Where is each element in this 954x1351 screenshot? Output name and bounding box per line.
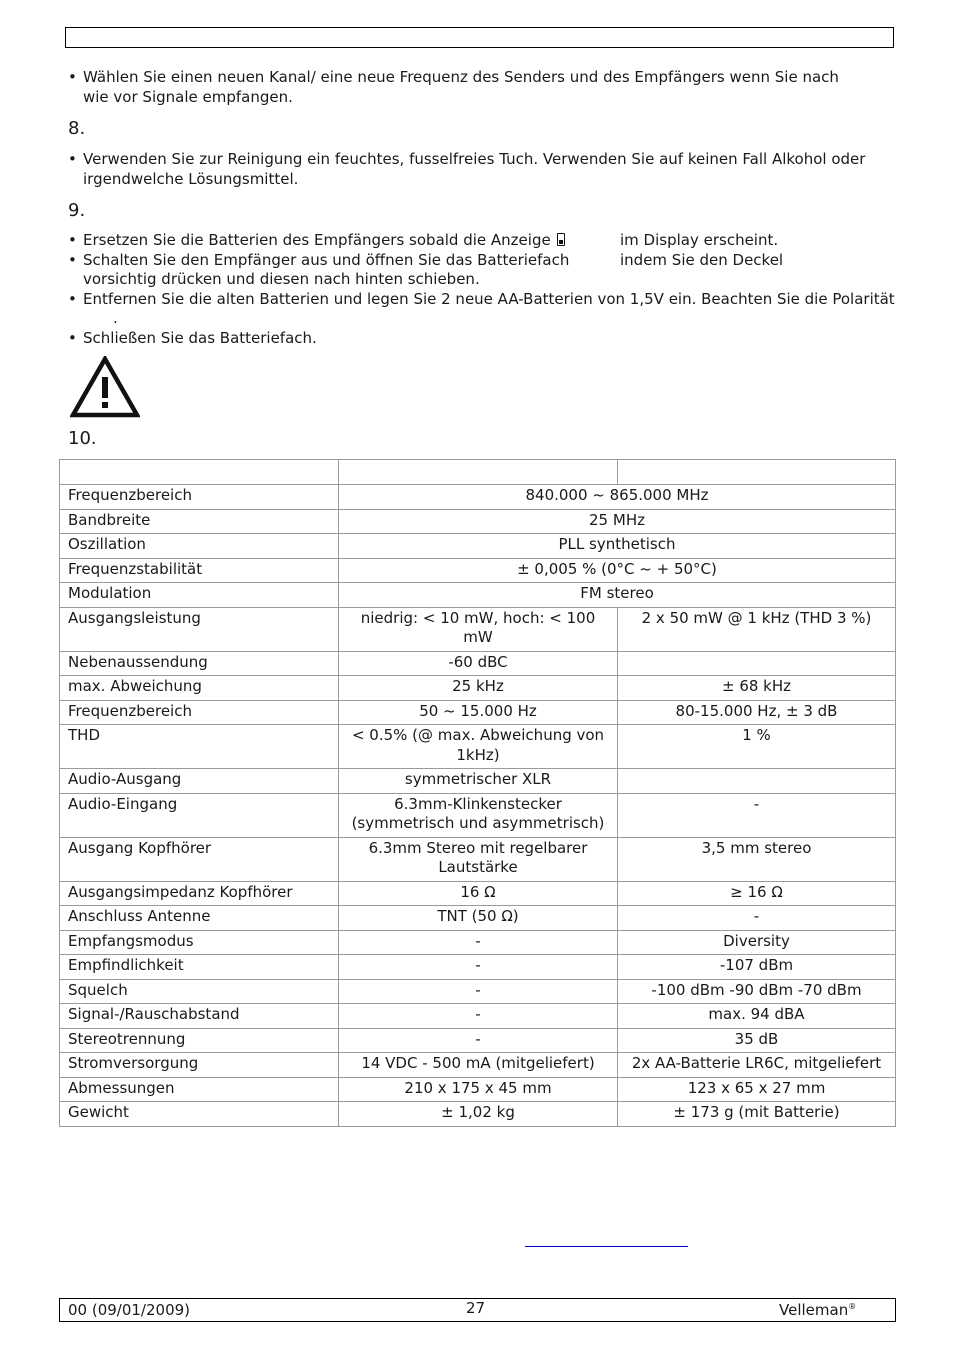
- transmitter-value-cell: 840.000 ~ 865.000 MHz: [339, 485, 896, 510]
- warning-icon: [70, 356, 140, 418]
- table-row: [60, 769, 896, 794]
- section8-list: [68, 150, 868, 189]
- list-item: [68, 251, 898, 290]
- receiver-value-cell: 3,5 mm stereo: [618, 837, 896, 881]
- receiver-value-cell: 80-15.000 Hz, ± 3 dB: [618, 700, 896, 725]
- registered-mark: ®: [848, 1302, 857, 1311]
- list-item: [68, 231, 898, 251]
- spec-label-cell: Ausgangsleistung: [60, 607, 339, 651]
- receiver-value-cell: ≥ 16 Ω: [618, 881, 896, 906]
- list-item-text: indem Sie den Deckel: [620, 250, 784, 269]
- receiver-value-cell: -100 dBm -90 dBm -70 dBm: [618, 979, 896, 1004]
- battery-icon: [557, 233, 565, 246]
- brand-name: Velleman: [779, 1301, 849, 1319]
- spec-table: [59, 459, 896, 1127]
- spec-label-cell: Anschluss Antenne: [60, 906, 339, 931]
- spec-label-cell: Frequenzstabilität: [60, 558, 339, 583]
- transmitter-value-cell: -: [339, 1004, 618, 1029]
- list-item: • Verwenden Sie zur Reinigung ein feuchtes, fusselfreies Tuch. Verwenden Sie auf keinen Fall Alkohol oder irgendwelche Lösungsmittel.: [68, 150, 868, 189]
- transmitter-value-cell: symmetrischer XLR: [339, 769, 618, 794]
- table-row: [60, 1053, 896, 1078]
- transmitter-value-cell: 50 ~ 15.000 Hz: [339, 700, 618, 725]
- spec-label-cell: Audio-Eingang: [60, 793, 339, 837]
- section-number: 8.: [68, 118, 86, 139]
- list-item: [68, 290, 898, 329]
- table-row: [60, 1102, 896, 1127]
- receiver-value-cell: -107 dBm: [618, 955, 896, 980]
- table-row: [60, 881, 896, 906]
- transmitter-value-cell: 25 MHz: [339, 509, 896, 534]
- transmitter-value-cell: -: [339, 1028, 618, 1053]
- section-number: 9.: [68, 200, 86, 221]
- spec-label-cell: Ausgang Kopfhörer: [60, 837, 339, 881]
- table-row: [60, 1004, 896, 1029]
- receiver-value-cell: [618, 651, 896, 676]
- receiver-value-cell: Diversity: [618, 930, 896, 955]
- transmitter-value-cell: 16 Ω: [339, 881, 618, 906]
- transmitter-value-cell: ± 1,02 kg: [339, 1102, 618, 1127]
- table-row: [60, 1077, 896, 1102]
- transmitter-value-cell: 6.3mm-Klinkenstecker (symmetrisch und asymmetrisch): [339, 793, 618, 837]
- table-row: [60, 485, 896, 510]
- list-item: • Schließen Sie das Batteriefach.: [68, 329, 898, 349]
- receiver-value-cell: 2 x 50 mW @ 1 kHz (THD 3 %): [618, 607, 896, 651]
- spec-label-cell: Stereotrennung: [60, 1028, 339, 1053]
- transmitter-value-cell: 14 VDC - 500 mA (mitgeliefert): [339, 1053, 618, 1078]
- table-row: [60, 725, 896, 769]
- receiver-value-cell: max. 94 dBA: [618, 1004, 896, 1029]
- link-underline[interactable]: [525, 1246, 688, 1247]
- receiver-value-cell: -: [618, 793, 896, 837]
- spec-label-cell: Empfangsmodus: [60, 930, 339, 955]
- table-row: [60, 558, 896, 583]
- transmitter-value-cell: TNT (50 Ω): [339, 906, 618, 931]
- spec-label-cell: Ausgangsimpedanz Kopfhörer: [60, 881, 339, 906]
- page-number: 27: [466, 1299, 486, 1317]
- transmitter-value-cell: -: [339, 930, 618, 955]
- spec-label-cell: Signal-/Rauschabstand: [60, 1004, 339, 1029]
- table-row: [60, 651, 896, 676]
- transmitter-value-cell: 210 x 175 x 45 mm: [339, 1077, 618, 1102]
- list-item-text: vorsichtig drücken und diesen nach hinten schieben.: [83, 270, 480, 288]
- table-row: [60, 979, 896, 1004]
- spec-label-cell: Bandbreite: [60, 509, 339, 534]
- spec-label-cell: Abmessungen: [60, 1077, 339, 1102]
- header-box: [65, 27, 894, 48]
- receiver-value-cell: [618, 769, 896, 794]
- spec-label-cell: Gewicht: [60, 1102, 339, 1127]
- spec-label-cell: max. Abweichung: [60, 676, 339, 701]
- transmitter-value-cell: niedrig: < 10 mW, hoch: < 100 mW: [339, 607, 618, 651]
- transmitter-value-cell: FM stereo: [339, 583, 896, 608]
- receiver-value-cell: ± 173 g (mit Batterie): [618, 1102, 896, 1127]
- table-row: [60, 930, 896, 955]
- table-header-row: [60, 460, 896, 485]
- spec-label-cell: Squelch: [60, 979, 339, 1004]
- spec-label-cell: Audio-Ausgang: [60, 769, 339, 794]
- spec-label-cell: Frequenzbereich: [60, 700, 339, 725]
- spec-label-cell: Stromversorgung: [60, 1053, 339, 1078]
- table-row: [60, 583, 896, 608]
- spec-label-cell: THD: [60, 725, 339, 769]
- footer-version: 00 (09/01/2009): [68, 1301, 191, 1319]
- list-item-text: im Display erscheint.: [620, 231, 779, 249]
- receiver-value-cell: 2x AA-Batterie LR6C, mitgeliefert: [618, 1053, 896, 1078]
- transmitter-value-cell: -: [339, 955, 618, 980]
- transmitter-value-cell: -60 dBC: [339, 651, 618, 676]
- transmitter-value-cell: < 0.5% (@ max. Abweichung von 1kHz): [339, 725, 618, 769]
- list-item-text: Entfernen Sie die alten Batterien und legen Sie 2 neue AA-Batterien von 1,5V ein. Beachten Sie die Polarität: [83, 289, 895, 308]
- table-row: [60, 700, 896, 725]
- transmitter-value-cell: PLL synthetisch: [339, 534, 896, 559]
- transmitter-value-cell: 6.3mm Stereo mit regelbarer Lautstärke: [339, 837, 618, 881]
- table-row: [60, 793, 896, 837]
- spec-label-cell: Frequenzbereich: [60, 485, 339, 510]
- receiver-value-cell: 35 dB: [618, 1028, 896, 1053]
- receiver-value-cell: 1 %: [618, 725, 896, 769]
- table-row: [60, 607, 896, 651]
- receiver-value-cell: ± 68 kHz: [618, 676, 896, 701]
- spec-label-cell: Empfindlichkeit: [60, 955, 339, 980]
- spec-label-cell: Oszillation: [60, 534, 339, 559]
- table-row: [60, 534, 896, 559]
- transmitter-value-cell: ± 0,005 % (0°C ~ + 50°C): [339, 558, 896, 583]
- table-row: [60, 676, 896, 701]
- receiver-value-cell: -: [618, 906, 896, 931]
- footer-brand: [779, 1301, 856, 1319]
- list-item-text: Schalten Sie den Empfänger aus und öffnen Sie das Batteriefach: [83, 250, 570, 269]
- table-row: [60, 1028, 896, 1053]
- table-row: [60, 906, 896, 931]
- table-row: [60, 509, 896, 534]
- list-item-text: Ersetzen Sie die Batterien des Empfängers sobald die Anzeige: [83, 231, 551, 249]
- transmitter-value-cell: 25 kHz: [339, 676, 618, 701]
- table-row: [60, 837, 896, 881]
- list-item: • Wählen Sie einen neuen Kanal/ eine neue Frequenz des Senders und des Empfängers wenn Sie nach wie vor Signale empfangen.: [68, 68, 868, 107]
- section9-list: [68, 231, 898, 348]
- receiver-value-cell: 123 x 65 x 27 mm: [618, 1077, 896, 1102]
- section7-list: [68, 68, 868, 107]
- spec-label-cell: Nebenaussendung: [60, 651, 339, 676]
- table-row: [60, 955, 896, 980]
- spec-label-cell: Modulation: [60, 583, 339, 608]
- list-item-text: .: [113, 309, 118, 327]
- transmitter-value-cell: -: [339, 979, 618, 1004]
- section-number: 10.: [68, 428, 97, 449]
